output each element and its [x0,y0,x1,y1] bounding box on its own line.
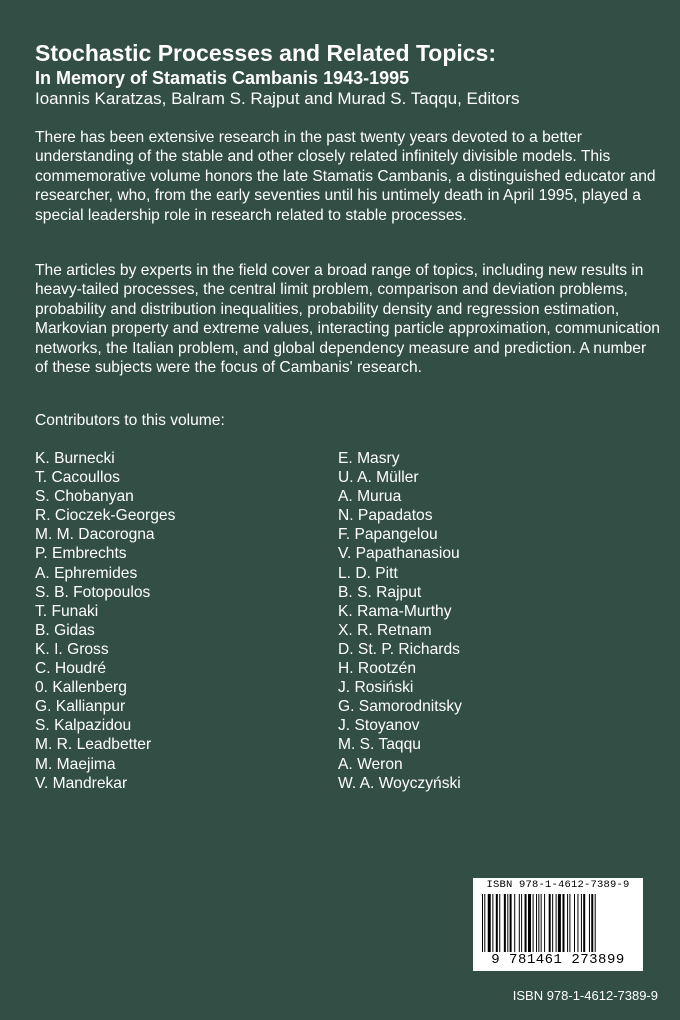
description-paragraph-2: The articles by experts in the field cover a broad range of topics, including new results in heavy-tailed processes, the central limit problem, comparison and deviation problems, probability and distribution inequalities, probability density and regression estimation, Markovian property and extreme values, interacting particle approximation, communication networks, the Italian problem, and global dependency measure and prediction. A number of these subjects were the focus of Cambanis' research. [35,262,660,377]
barcode-panel [473,878,643,971]
barcode-isbn-label: ISBN 978-1-4612-7389-9 [486,879,630,891]
contributor-name: M. M. Dacorogna [35,526,155,544]
contributors-list-left [35,449,175,793]
contributor-name: K. I. Gross [35,640,109,658]
contributor-name: U. A. Müller [338,469,419,487]
contributor-name: W. A. Woyczyński [338,774,461,792]
contributor-name: G. Samorodnitsky [338,698,462,716]
contributor-name: L. D. Pitt [338,564,398,582]
contributor-name: K. Rama-Murthy [338,602,452,620]
contributor-name: M. Maejima [35,755,116,773]
contributor-name: E. Masry [338,450,400,467]
contributor-name: T. Cacoullos [35,469,120,487]
contributor-name: S. Chobanyan [35,488,134,506]
footer-isbn: ISBN 978-1-4612-7389-9 [512,988,658,1003]
contributor-name: J. Rosiński [338,679,414,697]
contributor-name: D. St. P. Richards [338,640,460,658]
contributor-name: V. Papathanasiou [338,545,460,563]
contributor-name: J. Stoyanov [338,717,420,735]
contributor-name: K. Burnecki [35,450,115,467]
contributors-label: Contributors to this volume: [35,412,225,429]
contributor-name: P. Embrechts [35,545,127,563]
contributor-name: H. Rootzén [338,660,417,678]
contributor-name: G. Kallianpur [35,698,126,716]
barcode-icon [480,894,636,952]
book-subtitle: In Memory of Stamatis Cambanis 1943-1995 [35,68,410,88]
contributor-name: B. S. Rajput [338,583,422,601]
contributor-name: F. Papangelou [338,526,438,544]
contributor-name: T. Funaki [35,602,99,620]
contributor-name: B. Gidas [35,621,95,639]
contributor-name: N. Papadatos [338,507,433,525]
book-title: Stochastic Processes and Related Topics: [35,40,497,66]
contributor-name: A. Weron [338,755,403,773]
contributor-name: X. R. Retnam [338,621,432,639]
contributor-name: V. Mandrekar [35,774,128,792]
contributor-name: 0. Kallenberg [35,679,127,697]
description-paragraph-1: There has been extensive research in the past twenty years devoted to a better understanding of the stable and other closely related infinitely divisible models. This commemorative volume honors the late Stamatis Cambanis, a distinguished educator and researcher, who, from the early seventies until his untimely death in April 1995, played a special leadership role in research related to stable processes. [35,129,656,224]
editors-line: Ioannis Karatzas, Balram S. Rajput and Murad S. Taqqu, Editors [35,89,520,108]
contributor-name: C. Houdré [35,660,107,678]
contributor-name: M. S. Taqqu [338,736,421,754]
contributor-name: A. Ephremides [35,564,138,582]
contributors-list-right [338,449,462,793]
contributor-name: M. R. Leadbetter [35,736,152,754]
contributor-name: S. B. Fotopoulos [35,583,151,601]
contributor-name: A. Murua [338,488,402,506]
contributor-name: R. Cioczek-Georges [35,507,176,525]
contributor-name: S. Kalpazidou [35,717,132,735]
barcode-number: 9 781461 273899 [491,952,625,968]
